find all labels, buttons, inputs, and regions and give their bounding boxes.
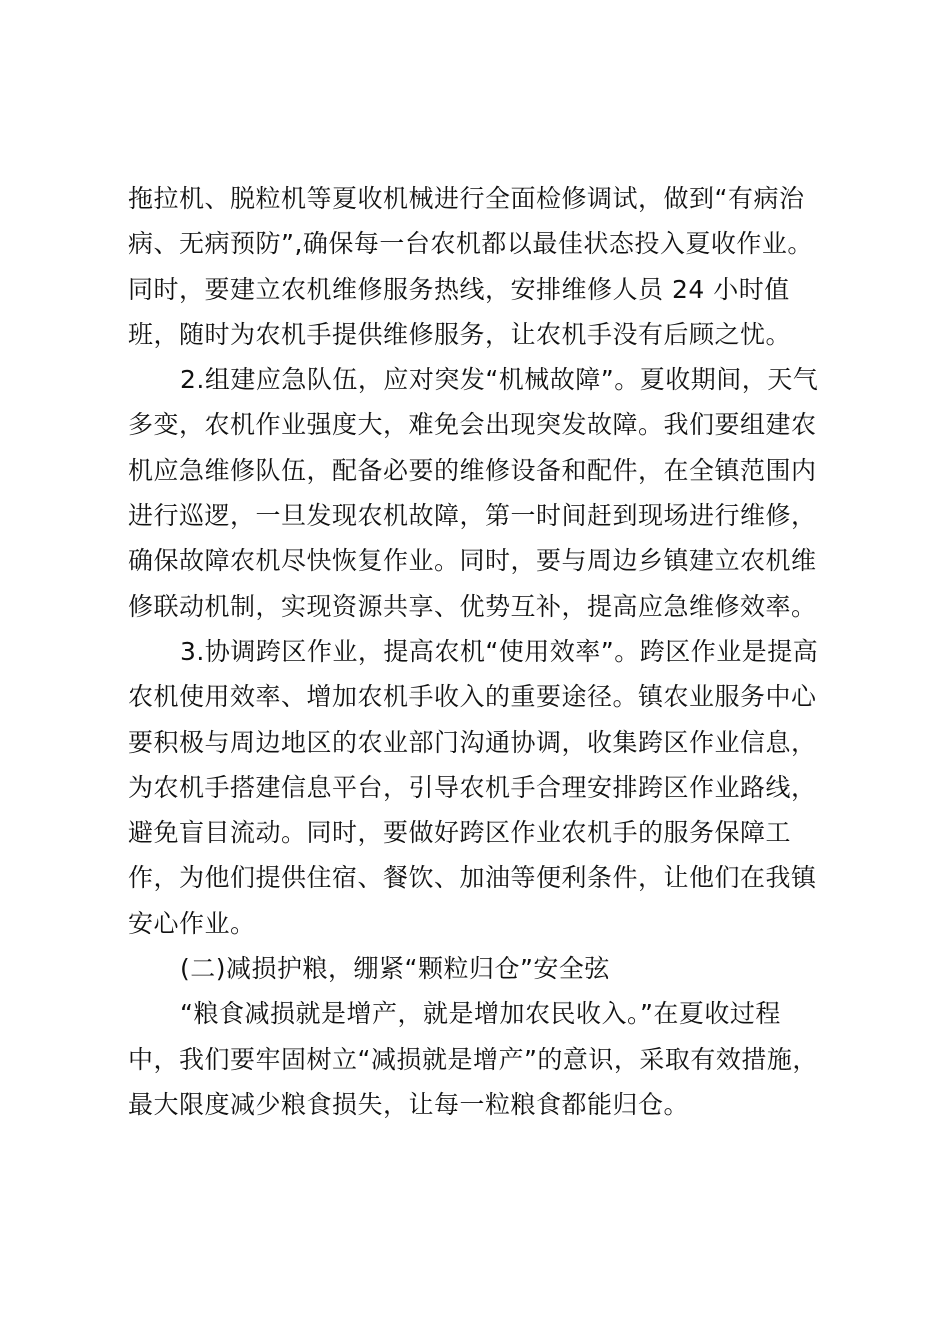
section-heading: (二)减损护粮，绷紧“颗粒归仓”安全弦 [180, 954, 610, 984]
text-line: 确保故障农机尽快恢复作业。同时，要与周边乡镇建立农机维 [128, 546, 817, 576]
text-line: 同时，要建立农机维修服务热线，安排维修人员 24 小时值 [128, 274, 790, 304]
text-line: 机应急维修队伍，配备必要的维修设备和配件，在全镇范围内 [128, 455, 817, 485]
text-line: 安心作业。 [128, 908, 256, 938]
paragraph-heading-line: 3.协调跨区作业，提高农机“使用效率”。跨区作业是提高 [180, 636, 819, 666]
text-line: 作，为他们提供住宿、餐饮、加油等便利条件，让他们在我镇 [128, 863, 817, 893]
text-line: 农机使用效率、增加农机手收入的重要途径。镇农业服务中心 [128, 682, 817, 712]
text-line: 多变，农机作业强度大，难免会出现突发故障。我们要组建农 [128, 410, 817, 440]
text-line: 修联动机制，实现资源共享、优势互补，提高应急维修效率。 [128, 591, 817, 621]
text-line: 要积极与周边地区的农业部门沟通协调，收集跨区作业信息， [128, 727, 817, 757]
text-line: 病、无病预防”,确保每一台农机都以最佳状态投入夏收作业。 [128, 229, 813, 259]
text-line: 最大限度减少粮食损失，让每一粒粮食都能归仓。 [128, 1089, 690, 1119]
text-line: 进行巡逻，一旦发现农机故障，第一时间赶到现场进行维修， [128, 501, 817, 531]
paragraph-heading-line: “粮食减损就是增产，就是增加农民收入。”在夏收过程 [180, 999, 781, 1029]
body-text [128, 176, 828, 1127]
text-line: 中，我们要牢固树立“减损就是增产”的意识，采取有效措施， [128, 1044, 818, 1074]
text-line: 拖拉机、脱粒机等夏收机械进行全面检修调试，做到“有病治 [128, 184, 805, 213]
paragraph-heading-line: 2.组建应急队伍，应对突发“机械故障”。夏收期间，天气 [180, 365, 819, 395]
text-line: 班，随时为农机手提供维修服务，让农机手没有后顾之忧。 [128, 319, 792, 349]
text-line: 为农机手搭建信息平台，引导农机手合理安排跨区作业路线， [128, 772, 817, 802]
text-line: 避免盲目流动。同时，要做好跨区作业农机手的服务保障工 [128, 818, 792, 848]
